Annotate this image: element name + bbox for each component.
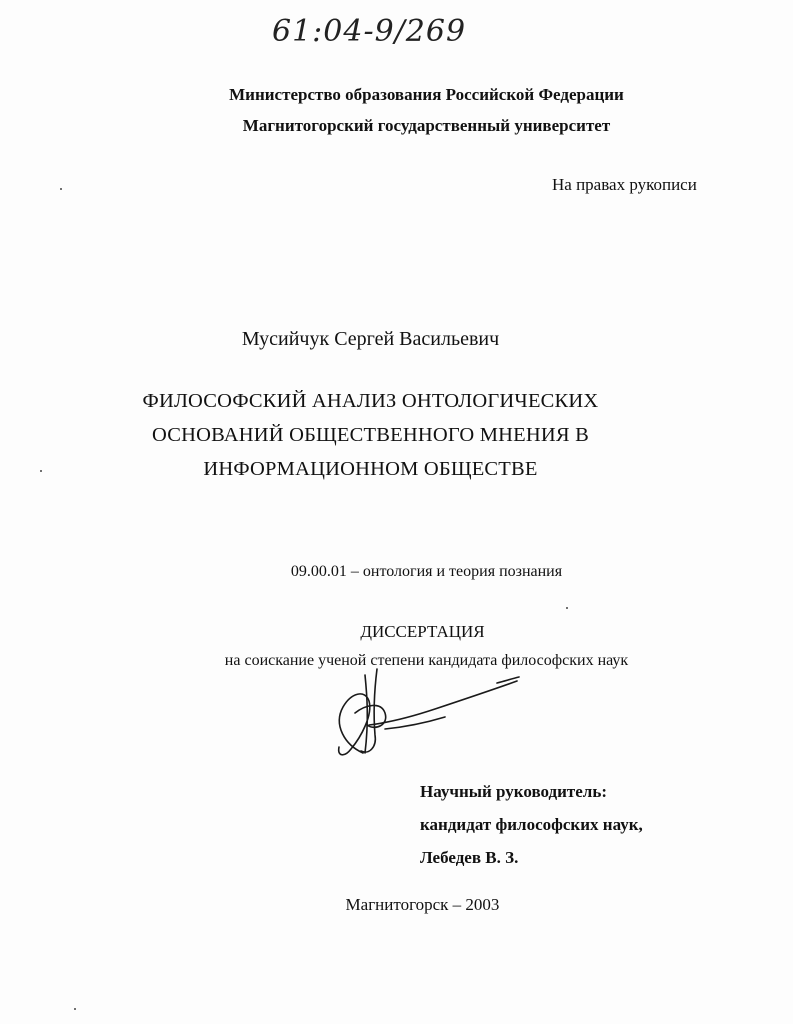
scan-speck xyxy=(566,607,568,609)
degree-statement: на соискание ученой степени кандидата философских наук xyxy=(224,652,629,669)
supervisor-name: Лебедев В. З. xyxy=(420,848,519,867)
title-line-3: ИНФОРМАЦИОННОМ ОБЩЕСТВЕ xyxy=(203,458,538,480)
specialty-code: 09.00.01 – онтология и теория познания xyxy=(290,563,563,580)
rights-note: На правах рукописи xyxy=(552,175,697,194)
university-heading: Магнитогорский государственный университет xyxy=(242,116,611,135)
scan-speck xyxy=(60,188,62,190)
archive-stamp-number: 61:04-9/269 xyxy=(272,14,467,49)
supervisor-label: Научный руководитель: xyxy=(420,782,607,801)
scan-speck xyxy=(74,1008,76,1010)
city-year: Магнитогорск – 2003 xyxy=(345,895,500,914)
supervisor-degree: кандидат философских наук, xyxy=(420,815,643,834)
dissertation-title xyxy=(0,384,767,486)
title-line-1: ФИЛОСОФСКИЙ АНАЛИЗ ОНТОЛОГИЧЕСКИХ xyxy=(142,390,599,412)
ministry-heading: Министерство образования Российской Федерации xyxy=(229,85,624,104)
document-type: ДИССЕРТАЦИЯ xyxy=(360,622,485,641)
supervisor-block xyxy=(420,775,643,874)
author-name: Мусийчук Сергей Васильевич xyxy=(241,328,500,350)
title-line-2: ОСНОВАНИЙ ОБЩЕСТВЕННОГО МНЕНИЯ В xyxy=(152,424,589,446)
handwritten-signature xyxy=(325,665,525,760)
scan-speck xyxy=(40,470,42,472)
